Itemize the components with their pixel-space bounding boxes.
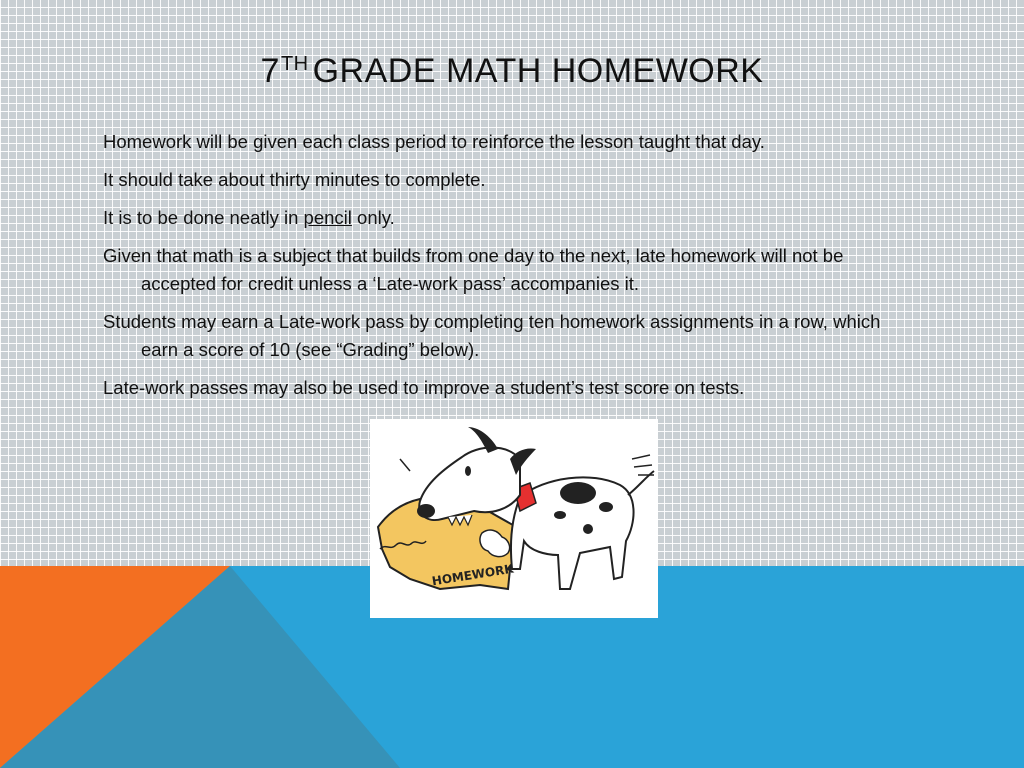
- bullet-item: Students may earn a Late-work pass by completing ten homework assignments in a row, which earn a score of 10 (see “Grading” below).: [103, 311, 881, 360]
- bullet-item: Late-work passes may also be used to improve a student’s test score on tests.: [103, 377, 745, 398]
- paper-label: HOMEWORK: [430, 561, 515, 589]
- bullet-text: only.: [351, 207, 395, 228]
- slide-title: [0, 52, 1024, 91]
- bullet-text: It is to be done neatly in: [103, 207, 304, 228]
- bullet-item: [103, 204, 918, 232]
- dog-spot: [583, 524, 593, 534]
- bullet-item: Given that math is a subject that builds from one day to the next, late homework will not be accepted for credit unless a ‘Late-work pass’ accompanies it.: [103, 245, 844, 294]
- dog-illustration: [370, 419, 658, 618]
- dog-eating-homework-icon: [370, 419, 658, 618]
- dog-spot: [599, 502, 613, 512]
- dog-spot: [554, 511, 566, 519]
- dog-spot: [560, 482, 596, 504]
- title-number: 7: [260, 52, 280, 90]
- pencil-underlined: pencil: [303, 207, 352, 228]
- bullet-item: Homework will be given each class period to reinforce the lesson taught that day.: [103, 131, 765, 152]
- bullet-list: [103, 128, 918, 412]
- dog-eye: [465, 466, 471, 476]
- title-superscript: TH: [280, 52, 309, 75]
- bullet-item: It should take about thirty minutes to complete.: [103, 169, 486, 190]
- title-text: GRADE MATH HOMEWORK: [312, 52, 764, 90]
- dog-nose: [417, 504, 435, 518]
